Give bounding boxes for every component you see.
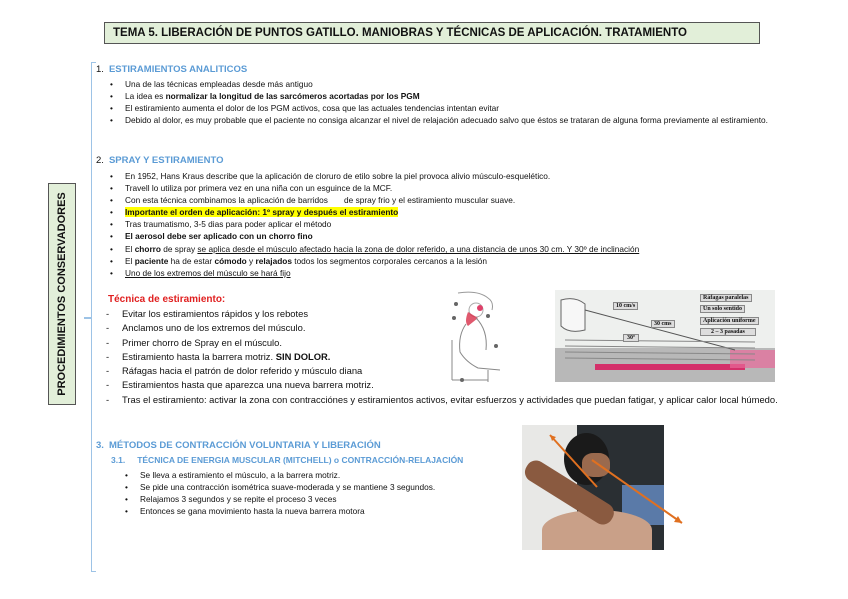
section-1-list — [108, 78, 788, 126]
list-item — [108, 255, 788, 267]
side-label: PROCEDIMIENTOS CONSERVADORES — [56, 192, 68, 396]
subsection-number: 3.1. — [111, 455, 126, 465]
bullet-bold: paciente — [134, 255, 169, 266]
technique-heading: Técnica de estiramiento: — [108, 294, 226, 305]
bullet-text: de spray — [160, 243, 198, 254]
step-text: Evitar los estiramientos rápidos y los rebotes — [122, 308, 309, 319]
section-3-title: MÉTODOS DE CONTRACCIÓN VOLUNTARIA Y LIBERACIÓN — [108, 440, 381, 451]
list-item — [123, 469, 435, 481]
bullet-text: Debido al dolor, es muy probable que el paciente no consiga alcanzar el nivel de relajación adecuado salvo que éstos se trataran de alguna forma previamente al estiramiento. — [125, 115, 768, 126]
list-item — [108, 218, 788, 230]
subsection-title: TÉCNICA DE ENERGIA MUSCULAR (MITCHELL) o CONTRACCIÓN-RELAJACIÓN — [137, 455, 464, 465]
side-label-box — [48, 183, 76, 405]
list-item — [108, 182, 788, 194]
bullet-text: Una de las técnicas empleadas desde más antiguo — [125, 79, 313, 89]
bullet-underlined: Uno de los extremos del músculo se hará fijo — [125, 267, 291, 278]
bullet-text: todos los segmentos corporales cercanos a la lesión — [291, 255, 488, 266]
section-3-heading — [96, 440, 381, 451]
step-text: Primer chorro de Spray en el músculo. — [122, 336, 282, 348]
bullet-text: Entonces se gana movimiento hasta la nueva barrera motora — [140, 506, 365, 517]
section-1-number: 1. — [96, 64, 104, 75]
bullet-bold: relajados — [255, 255, 292, 266]
list-item — [108, 267, 788, 279]
highlighted-text: Importante el orden de aplicación: 1º spray y después el estiramiento — [125, 207, 399, 218]
list-item — [108, 90, 788, 102]
legend-label-3: Aplicación uniforme — [700, 317, 759, 325]
section-2-title: SPRAY Y ESTIRAMIENTO — [108, 155, 224, 166]
list-item — [123, 481, 435, 493]
bullet-text: Relajamos 3 segundos y se repite el proceso 3 veces — [140, 494, 337, 505]
page-title-text: TEMA 5. LIBERACIÓN DE PUNTOS GATILLO. MANIOBRAS Y TÉCNICAS DE APLICACIÓN. TRATAMIENTO — [113, 27, 687, 39]
list-item — [100, 393, 830, 407]
speed-label: 10 cm/s — [613, 302, 638, 310]
patient-sketch-image — [448, 290, 516, 385]
section-1-heading — [96, 64, 247, 75]
bullet-text: El — [125, 255, 135, 266]
list-item — [123, 493, 435, 505]
bullet-text: La idea es — [125, 91, 166, 102]
section-2-list — [108, 170, 788, 279]
page-title — [104, 22, 760, 44]
bullet-bold: cómodo — [214, 255, 247, 266]
bullet-bold: normalizar la longitud de las sarcómeros acortadas por los PGM — [165, 91, 420, 102]
bullet-text: Tras traumatismo, 3-5 dias para poder aplicar el método — [125, 219, 332, 230]
step-text: Estiramiento hasta la barrera motriz. — [122, 350, 276, 362]
legend-label-1: Ráfagas paralelas — [700, 294, 752, 302]
section-3-number: 3. — [96, 440, 104, 451]
section-1-title: ESTIRAMIENTOS ANALITICOS — [108, 64, 248, 75]
bullet-text: ha de estar — [168, 255, 215, 266]
spray-lines-icon — [555, 290, 775, 382]
list-item — [108, 102, 788, 114]
list-item — [123, 505, 435, 517]
section-2-heading — [96, 155, 224, 166]
legend-label-4: 2 – 3 pasadas — [700, 328, 756, 336]
list-item — [108, 230, 788, 242]
bullet-text: y — [246, 255, 256, 266]
bullet-underlined: se aplica desde el músculo afectado hacia la zona de dolor referido, a una distancia de unos 30 cm. Y 30º de inclinación — [197, 243, 640, 254]
list-item — [108, 170, 788, 182]
section-3-list — [123, 469, 435, 517]
distance-label: 30 cms — [651, 320, 675, 328]
step-text: Anclamos uno de los extremos del músculo. — [122, 322, 306, 334]
bullet-bold: chorro — [134, 243, 161, 254]
patient-sketch-icon — [448, 290, 516, 385]
list-item — [108, 243, 788, 255]
spray-technique-image — [555, 290, 775, 382]
bullet-text: Travell lo utiliza por primera vez en una niña con un esguince de la MCF. — [125, 183, 393, 194]
bullet-text: Se lleva a estiramiento el músculo, a la barrera motriz. — [140, 470, 341, 480]
angle-label: 30º — [623, 334, 639, 342]
list-item — [108, 206, 788, 218]
bullet-text: El — [125, 243, 135, 254]
step-text: Tras el estiramiento: activar la zona con contracciónes y estiramientos activos, evitar esfuerzos y actividades que puedan fatigar, y aplicar calor local húmedo. — [122, 393, 778, 405]
bullet-bold: El aerosol debe ser aplicado con un chorro fino — [125, 231, 313, 242]
list-item — [108, 194, 788, 206]
bullet-text: Se pide una contracción isométrica suave-moderada y se mantiene 3 segundos. — [140, 482, 436, 493]
bracket-tick — [84, 317, 92, 319]
legend-label-2: Un solo sentido — [700, 305, 745, 313]
section-2-number: 2. — [96, 155, 104, 166]
step-text: Ráfagas hacia el patrón de dolor referido y músculo diana — [122, 365, 363, 377]
list-item — [108, 114, 788, 126]
subsection-3-1-heading — [111, 455, 463, 465]
stretch-arrows-icon — [522, 425, 692, 560]
bullet-text: Con esta técnica combinamos la aplicación de barridos de spray frio y el estiramiento muscular suave. — [125, 195, 516, 206]
step-text: Estiramientos hasta que aparezca una nueva barrera motriz. — [122, 379, 374, 391]
step-bold: SIN DOLOR. — [275, 350, 331, 362]
bullet-text: En 1952, Hans Kraus describe que la aplicación de cloruro de etilo sobre la piel provoca alivio músculo-esquelético. — [125, 171, 551, 181]
list-item — [108, 78, 788, 90]
bullet-text: El estiramiento aumenta el dolor de los PGM activos, cosa que las actuales tendencias intentan evitar — [125, 103, 500, 114]
